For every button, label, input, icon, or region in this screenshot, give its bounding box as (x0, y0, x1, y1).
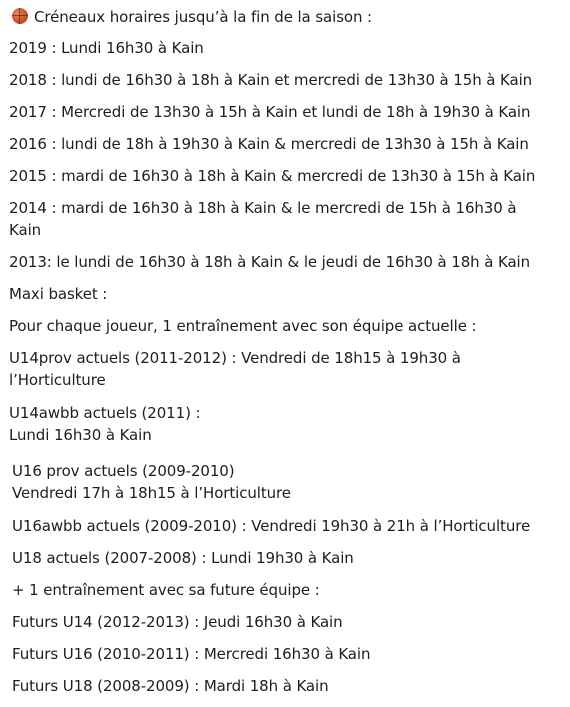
line-2013: 2013: le lundi de 16h30 à 18h à Kain & le jeudi de 16h30 à 18h à Kain (9, 253, 531, 271)
line-2014-part-1: 2014 : mardi de 16h30 à 18h à Kain & le mercredi de 15h à 16h30 à (9, 199, 517, 217)
line-2018: 2018 : lundi de 16h30 à 18h à Kain et mercredi de 13h30 à 15h à Kain (9, 71, 533, 89)
line-u14awbb-part-1: U14awbb actuels (2011) : (9, 404, 201, 422)
header-text: Créneaux horaires jusqu’à la fin de la saison : (34, 8, 373, 26)
line-2014-part-2: Kain (9, 221, 42, 239)
line-u16prov-part-2: Vendredi 17h à 18h15 à l’Horticulture (12, 484, 291, 502)
current-team-intro: Pour chaque joueur, 1 entraînement avec son équipe actuelle : (9, 317, 477, 335)
line-2019: 2019 : Lundi 16h30 à Kain (9, 39, 204, 57)
line-u14awbb (9, 402, 200, 446)
post-header (12, 6, 372, 28)
future-team-intro: + 1 entraînement avec sa future équipe : (12, 581, 320, 599)
line-u16awbb: U16awbb actuels (2009-2010) : Vendredi 19h30 à 21h à l’Horticulture (12, 517, 531, 535)
line-u14prov (9, 347, 461, 391)
line-futurs-u14: Futurs U14 (2012-2013) : Jeudi 16h30 à Kain (12, 613, 343, 631)
line-2014 (9, 197, 516, 241)
line-futurs-u16: Futurs U16 (2010-2011) : Mercredi 16h30 à Kain (12, 645, 371, 663)
line-u14awbb-part-2: Lundi 16h30 à Kain (9, 426, 152, 444)
line-u14prov-part-1: U14prov actuels (2011-2012) : Vendredi de 18h15 à 19h30 à (9, 349, 461, 367)
line-2017: 2017 : Mercredi de 13h30 à 15h à Kain et lundi de 18h à 19h30 à Kain (9, 103, 531, 121)
line-futurs-u18: Futurs U18 (2008-2009) : Mardi 18h à Kain (12, 677, 329, 695)
line-u16prov-part-1: U16 prov actuels (2009-2010) (12, 462, 235, 480)
basketball-icon (12, 8, 28, 24)
line-u14prov-part-2: l’Horticulture (9, 371, 106, 389)
line-u18: U18 actuels (2007-2008) : Lundi 19h30 à Kain (12, 549, 354, 567)
line-2015: 2015 : mardi de 16h30 à 18h à Kain & mercredi de 13h30 à 15h à Kain (9, 167, 536, 185)
line-u16prov (12, 460, 291, 504)
line-2016: 2016 : lundi de 18h à 19h30 à Kain & mercredi de 13h30 à 15h à Kain (9, 135, 529, 153)
maxi-basket-heading: Maxi basket : (9, 285, 108, 303)
